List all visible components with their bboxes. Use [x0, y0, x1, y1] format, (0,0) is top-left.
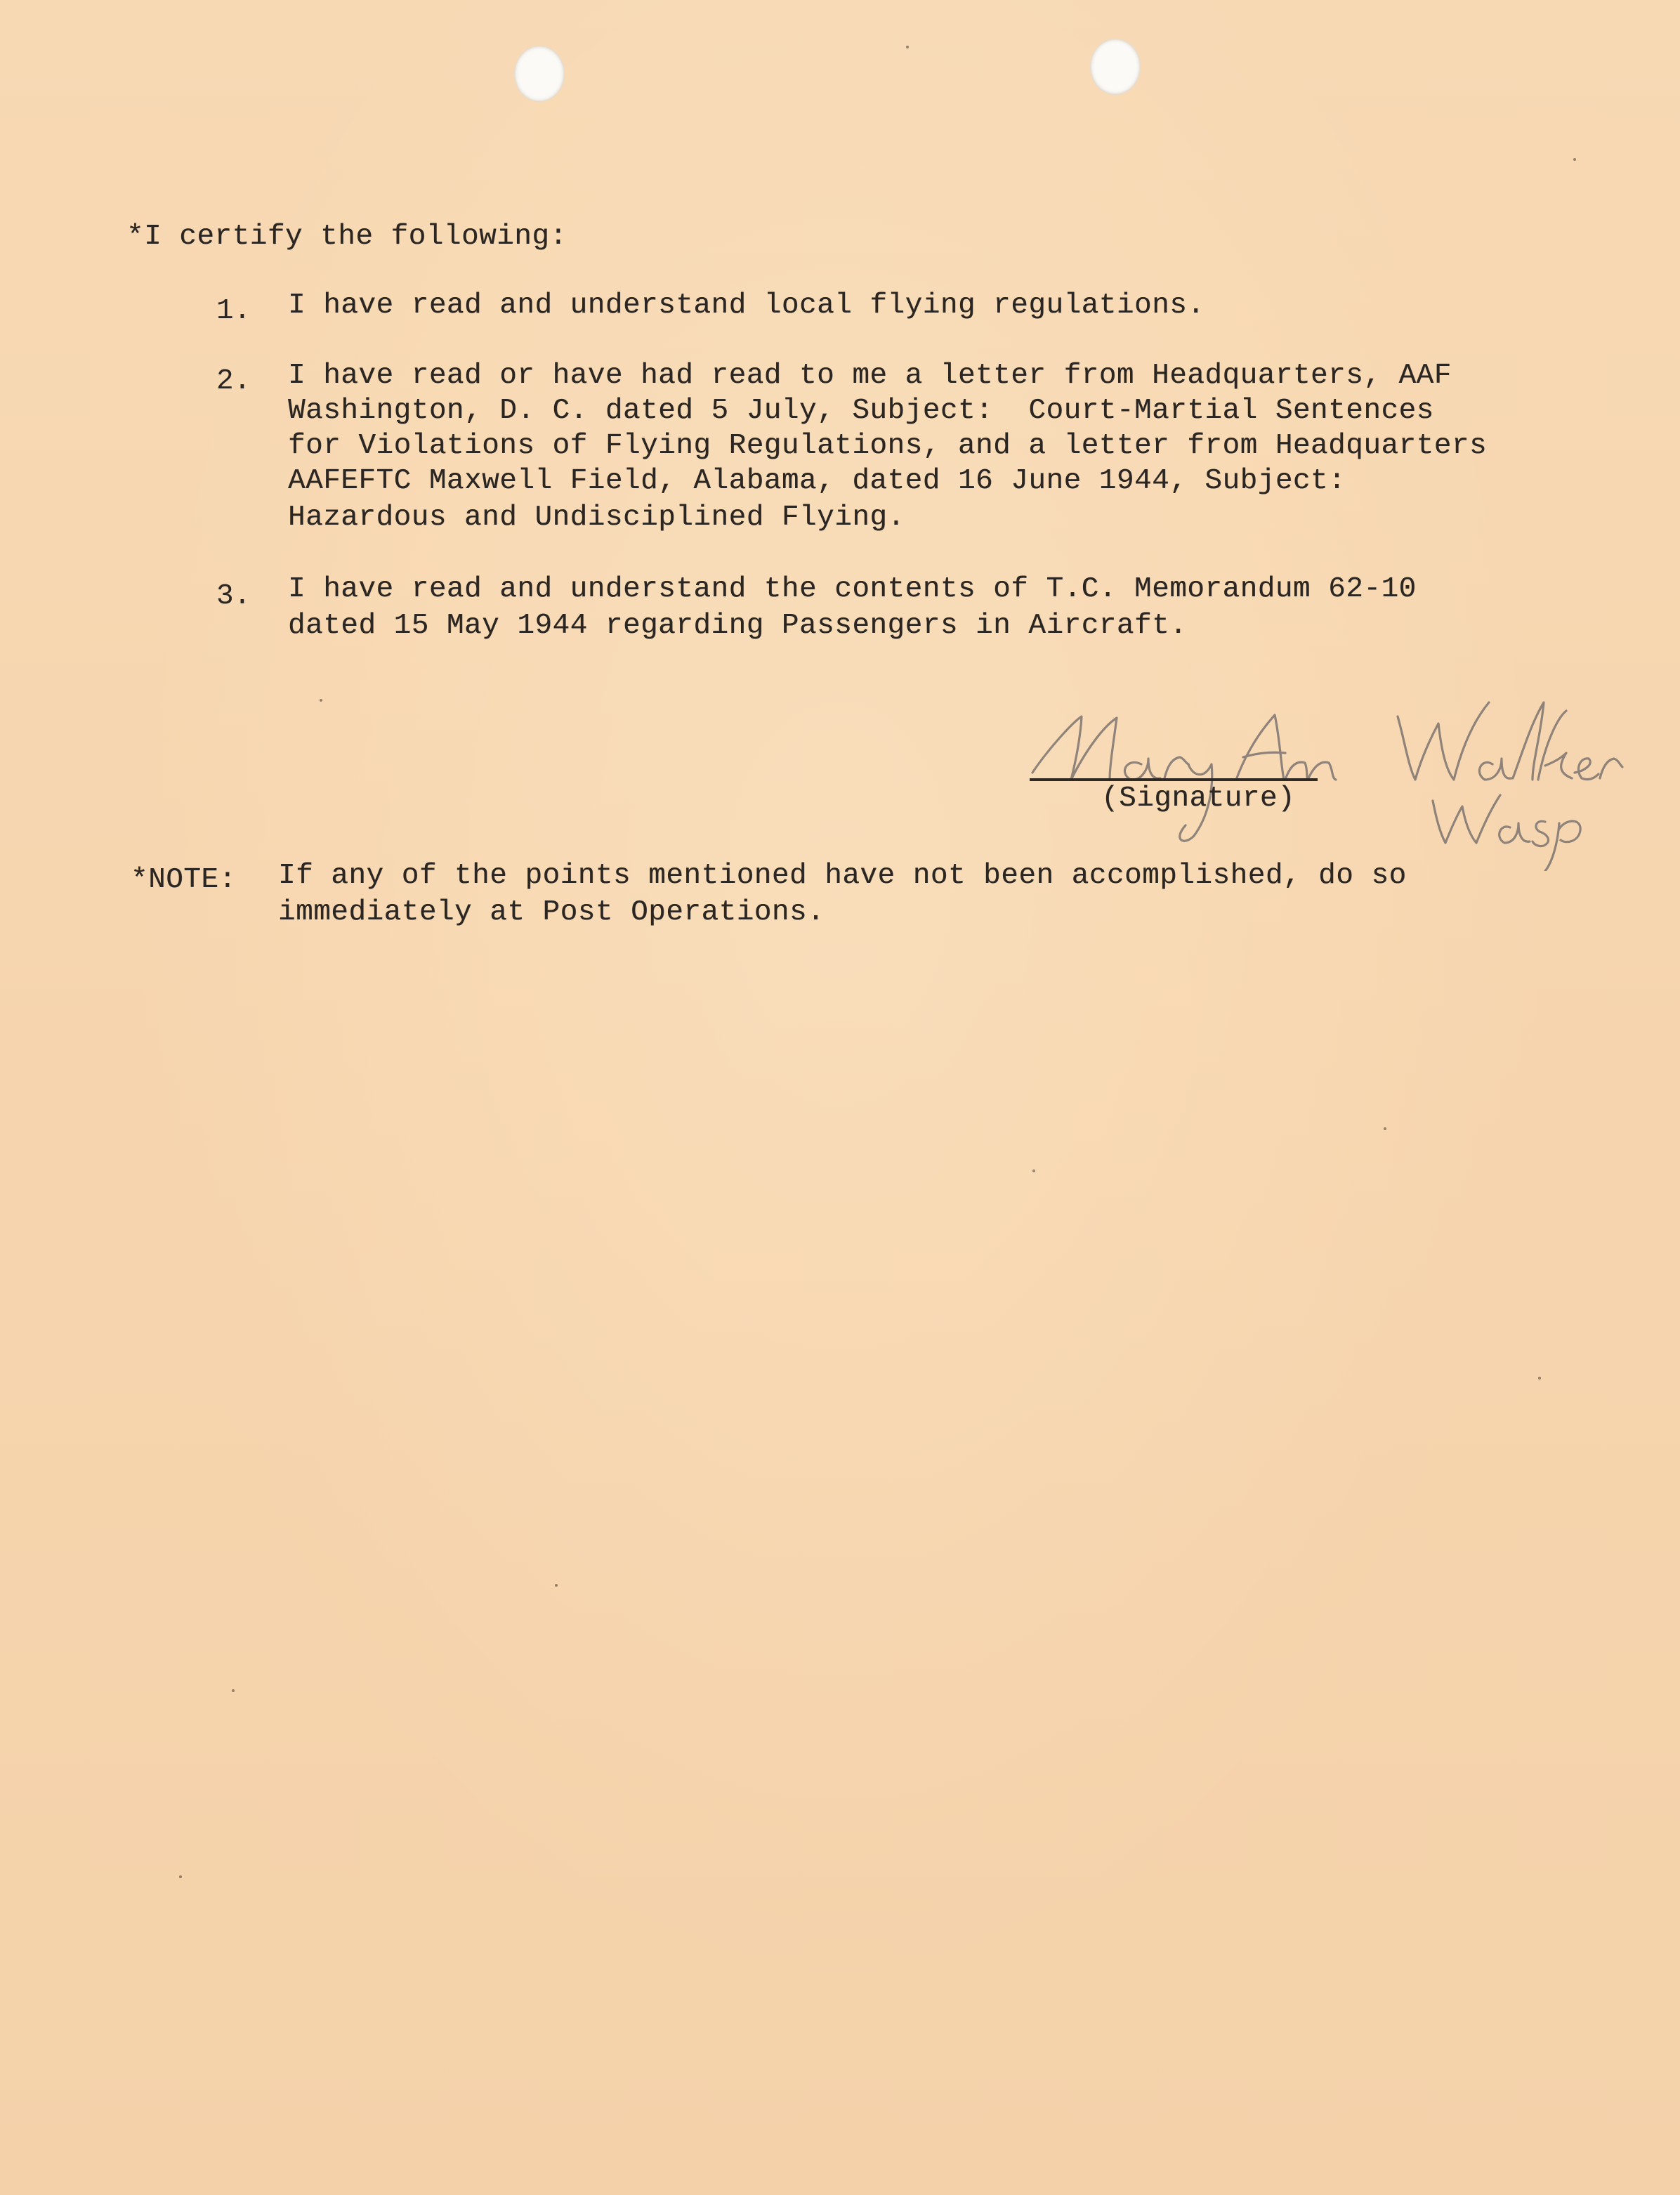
paper-speck	[320, 699, 322, 702]
item-line: I have read and understand the contents of T.C. Memorandum 62-10	[288, 573, 1417, 605]
signature-caption: (Signature)	[1101, 782, 1296, 815]
note-label: *NOTE:	[131, 864, 237, 896]
paper-speck	[179, 1875, 182, 1878]
item-line: I have read and understand local flying regulations.	[288, 289, 1205, 322]
punch-hole-left	[514, 46, 565, 102]
item-line: AAFEFTC Maxwell Field, Alabama, dated 16 June 1944, Subject:	[288, 465, 1346, 497]
item-line: dated 15 May 1944 regarding Passengers in Aircraft.	[288, 610, 1188, 642]
paper-speck	[232, 1689, 235, 1692]
item-line: I have read or have had read to me a letter from Headquarters, AAF	[288, 360, 1452, 392]
punch-hole-right	[1090, 39, 1141, 95]
paper-speck	[555, 1584, 558, 1587]
item-number: 1.	[216, 295, 251, 327]
paper-speck	[1573, 158, 1576, 161]
paper-speck	[906, 46, 909, 48]
paper-speck	[1384, 1127, 1386, 1130]
certification-heading: *I certify the following:	[126, 221, 567, 253]
paper-speck	[1538, 1377, 1541, 1380]
item-line: Hazardous and Undisciplined Flying.	[288, 502, 905, 534]
item-number: 2.	[216, 365, 251, 398]
item-line: for Violations of Flying Regulations, and a letter from Headquarters	[288, 430, 1488, 462]
note-line: If any of the points mentioned have not been accomplished, do so	[278, 860, 1407, 892]
paper-speck	[1032, 1169, 1035, 1172]
note-line: immediately at Post Operations.	[278, 896, 825, 929]
item-number: 3.	[216, 580, 251, 612]
item-line: Washington, D. C. dated 5 July, Subject: Court-Martial Sentences	[288, 395, 1434, 427]
handwritten-signature	[1004, 674, 1636, 871]
